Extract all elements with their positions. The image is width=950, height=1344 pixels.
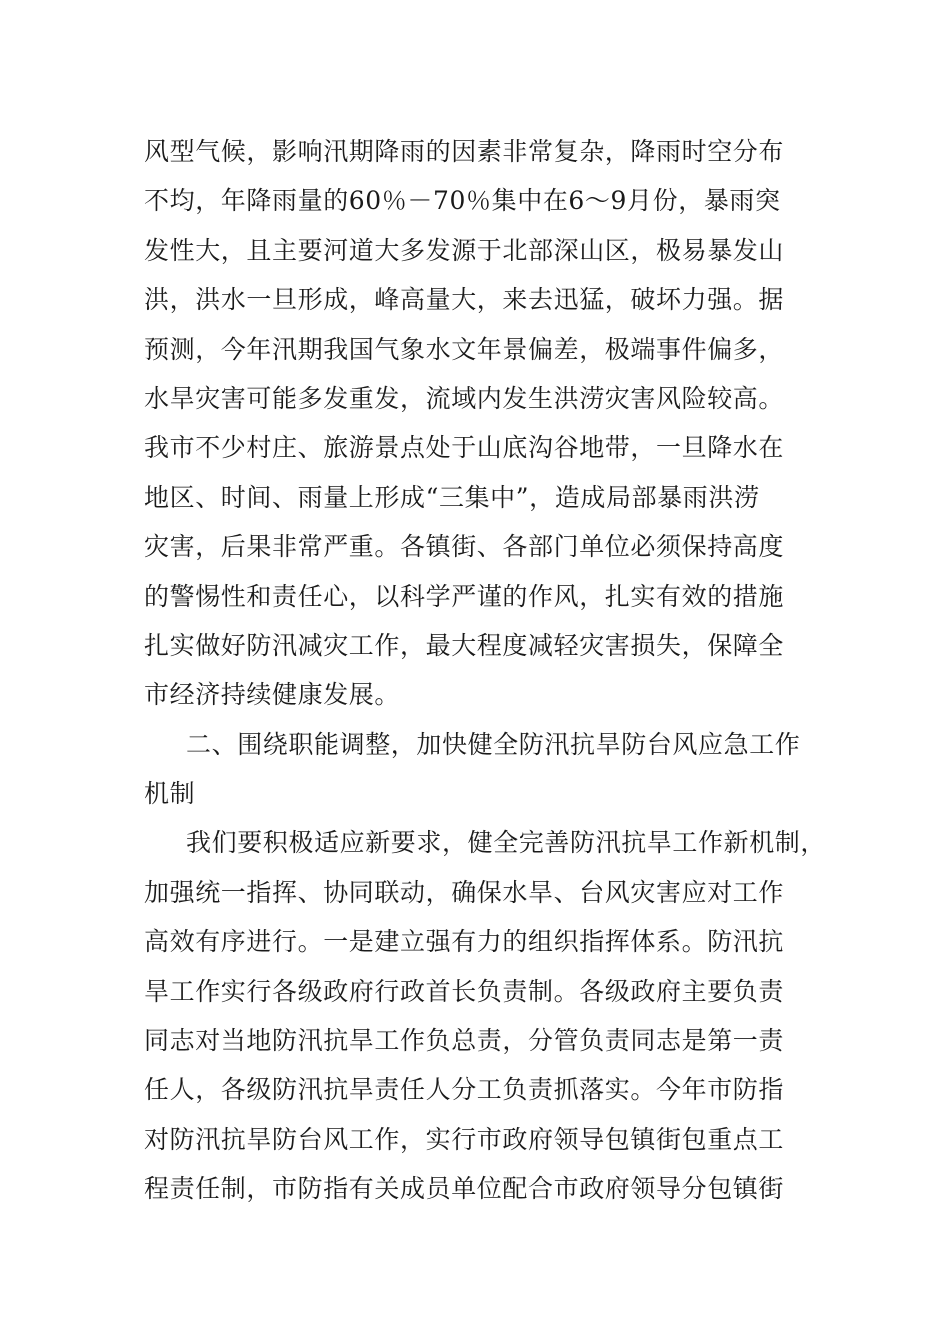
text-line: 水旱灾害可能多发重发，流域内发生洪涝灾害风险较高。: [144, 383, 785, 413]
text-line: 预测，今年汛期我国气象水文年景偏差，极端事件偏多，: [144, 334, 785, 364]
text-line: 任人，各级防汛抗旱责任人分工负责抓落实。今年市防指: [144, 1075, 785, 1105]
text-line: 我们要积极适应新要求，健全完善防汛抗旱工作新机制，: [186, 828, 827, 858]
text-line: 同志对当地防汛抗旱工作负总责，分管负责同志是第一责: [144, 1026, 785, 1056]
text-line: 高效有序进行。一是建立强有力的组织指挥体系。防汛抗: [144, 927, 785, 957]
text-line: 扎实做好防汛减灾工作，最大程度减轻灾害损失，保障全: [144, 630, 785, 660]
section-heading-continued: 机制: [144, 779, 196, 809]
text-line: 洪，洪水一旦形成，峰高量大，来去迅猛，破坏力强。据: [144, 285, 785, 315]
body-text: [144, 127, 827, 1214]
text-line: 风型气候，影响汛期降雨的因素非常复杂，降雨时空分布: [144, 137, 785, 166]
text-line: 不均，年降雨量的60％－70％集中在6～9月份，暴雨突: [144, 186, 781, 216]
section-heading: 二、围绕职能调整，加快健全防汛抗旱防台风应急工作: [186, 729, 801, 759]
text-line: 的警惕性和责任心，以科学严谨的作风，扎实有效的措施: [144, 581, 785, 611]
text-line: 发性大，且主要河道大多发源于北部深山区，极易暴发山: [144, 235, 785, 265]
text-line: 对防汛抗旱防台风工作，实行市政府领导包镇街包重点工: [144, 1124, 785, 1154]
text-line: 旱工作实行各级政府行政首长负责制。各级政府主要负责: [144, 976, 785, 1006]
text-line: 程责任制，市防指有关成员单位配合市政府领导分包镇街: [144, 1174, 785, 1204]
text-line: 加强统一指挥、协同联动，确保水旱、台风灾害应对工作: [144, 877, 785, 907]
text-line: 地区、时间、雨量上形成“三集中”，造成局部暴雨洪涝: [144, 482, 760, 512]
text-line: 市经济持续健康发展。: [144, 680, 401, 710]
text-line: 我市不少村庄、旅游景点处于山底沟谷地带，一旦降水在: [144, 433, 785, 463]
text-line: 灾害，后果非常严重。各镇街、各部门单位必须保持高度: [144, 532, 785, 562]
